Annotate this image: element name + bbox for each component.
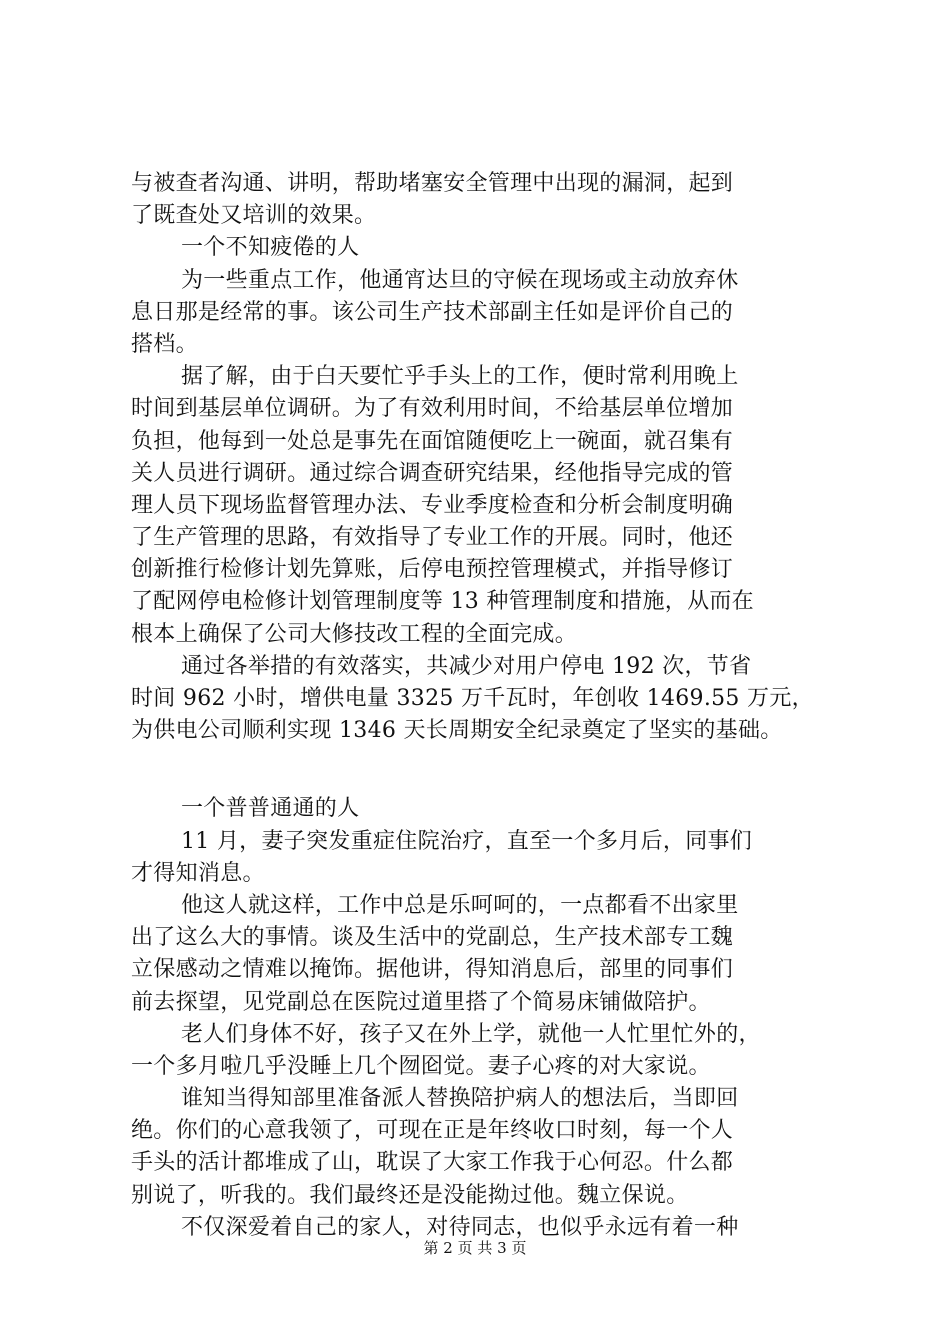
page-number: 第 2 页 共 3 页 bbox=[423, 1239, 527, 1257]
text-line: 了配网停电检修计划管理制度等 13 种管理制度和措施，从而在 bbox=[131, 589, 754, 615]
text-line: 关人员进行调研。通过综合调查研究结果，经他指导完成的管 bbox=[131, 460, 734, 486]
text-line: 与被查者沟通、讲明，帮助堵塞安全管理中出现的漏洞，起到 bbox=[131, 171, 734, 196]
text-line: 了生产管理的思路，有效指导了专业工作的开展。同时，他还 bbox=[131, 525, 734, 551]
text-line: 据了解，由于白天要忙乎手头上的工作，便时常利用晚上 bbox=[181, 364, 739, 390]
text-line: 别说了，听我的。我们最终还是没能拗过他。魏立保说。 bbox=[131, 1182, 689, 1208]
text-line: 出了这么大的事情。谈及生活中的党副总，生产技术部专工魏 bbox=[131, 925, 734, 951]
text-line: 他这人就这样，工作中总是乐呵呵的，一点都看不出家里 bbox=[181, 892, 739, 918]
text-line: 理人员下现场监督管理办法、专业季度检查和分析会制度明确 bbox=[131, 492, 734, 518]
text-line: 手头的活计都堆成了山，耽误了大家工作我于心何忍。什么都 bbox=[131, 1150, 734, 1176]
text-line: 搭档。 bbox=[131, 331, 198, 357]
text-line: 为一些重点工作，他通宵达旦的守候在现场或主动放弃休 bbox=[181, 267, 739, 293]
page-footer bbox=[0, 1238, 950, 1258]
text-line: 才得知消息。 bbox=[131, 860, 265, 886]
paragraph-gap bbox=[131, 747, 831, 793]
text-line: 为供电公司顺利实现 1346 天长周期安全纪录奠定了坚实的基础。 bbox=[131, 718, 783, 744]
text-line: 前去探望，见党副总在医院过道里搭了个简易床铺做陪护。 bbox=[131, 989, 711, 1015]
text-line: 老人们身体不好，孩子又在外上学，就他一人忙里忙外的， bbox=[181, 1021, 761, 1047]
text-line: 一个多月啦几乎没睡上几个囫囵觉。妻子心疼的对大家说。 bbox=[131, 1053, 711, 1079]
text-line: 创新推行检修计划先算账，后停电预控管理模式，并指导修订 bbox=[131, 557, 734, 583]
section-heading: 一个普普通通的人 bbox=[181, 796, 360, 822]
text-line: 了既查处又培训的效果。 bbox=[131, 203, 377, 229]
section-heading: 一个不知疲倦的人 bbox=[181, 235, 360, 261]
text-line: 11 月，妻子突发重症住院治疗，直至一个多月后，同事们 bbox=[181, 828, 753, 854]
text-line: 通过各举措的有效落实，共减少对用户停电 192 次，节省 bbox=[181, 653, 752, 679]
document-body bbox=[131, 168, 831, 1244]
text-line: 绝。你们的心意我领了，可现在正是年终收口时刻，每一个人 bbox=[131, 1118, 734, 1144]
text-line: 负担，他每到一处总是事先在面馆随便吃上一碗面，就召集有 bbox=[131, 428, 734, 454]
text-line: 立保感动之情难以掩饰。据他讲，得知消息后，部里的同事们 bbox=[131, 957, 734, 983]
text-line: 不仅深爱着自己的家人，对待同志，也似乎永远有着一种 bbox=[181, 1214, 739, 1240]
text-line: 时间 962 小时，增供电量 3325 万千瓦时，年创收 1469.55 万元， bbox=[131, 686, 814, 711]
text-line: 时间到基层单位调研。为了有效利用时间，不给基层单位增加 bbox=[131, 396, 734, 422]
text-line: 根本上确保了公司大修技改工程的全面完成。 bbox=[131, 621, 578, 647]
text-line: 谁知当得知部里准备派人替换陪护病人的想法后，当即回 bbox=[181, 1086, 739, 1112]
text-line: 息日那是经常的事。该公司生产技术部副主任如是评价自己的 bbox=[131, 299, 734, 325]
